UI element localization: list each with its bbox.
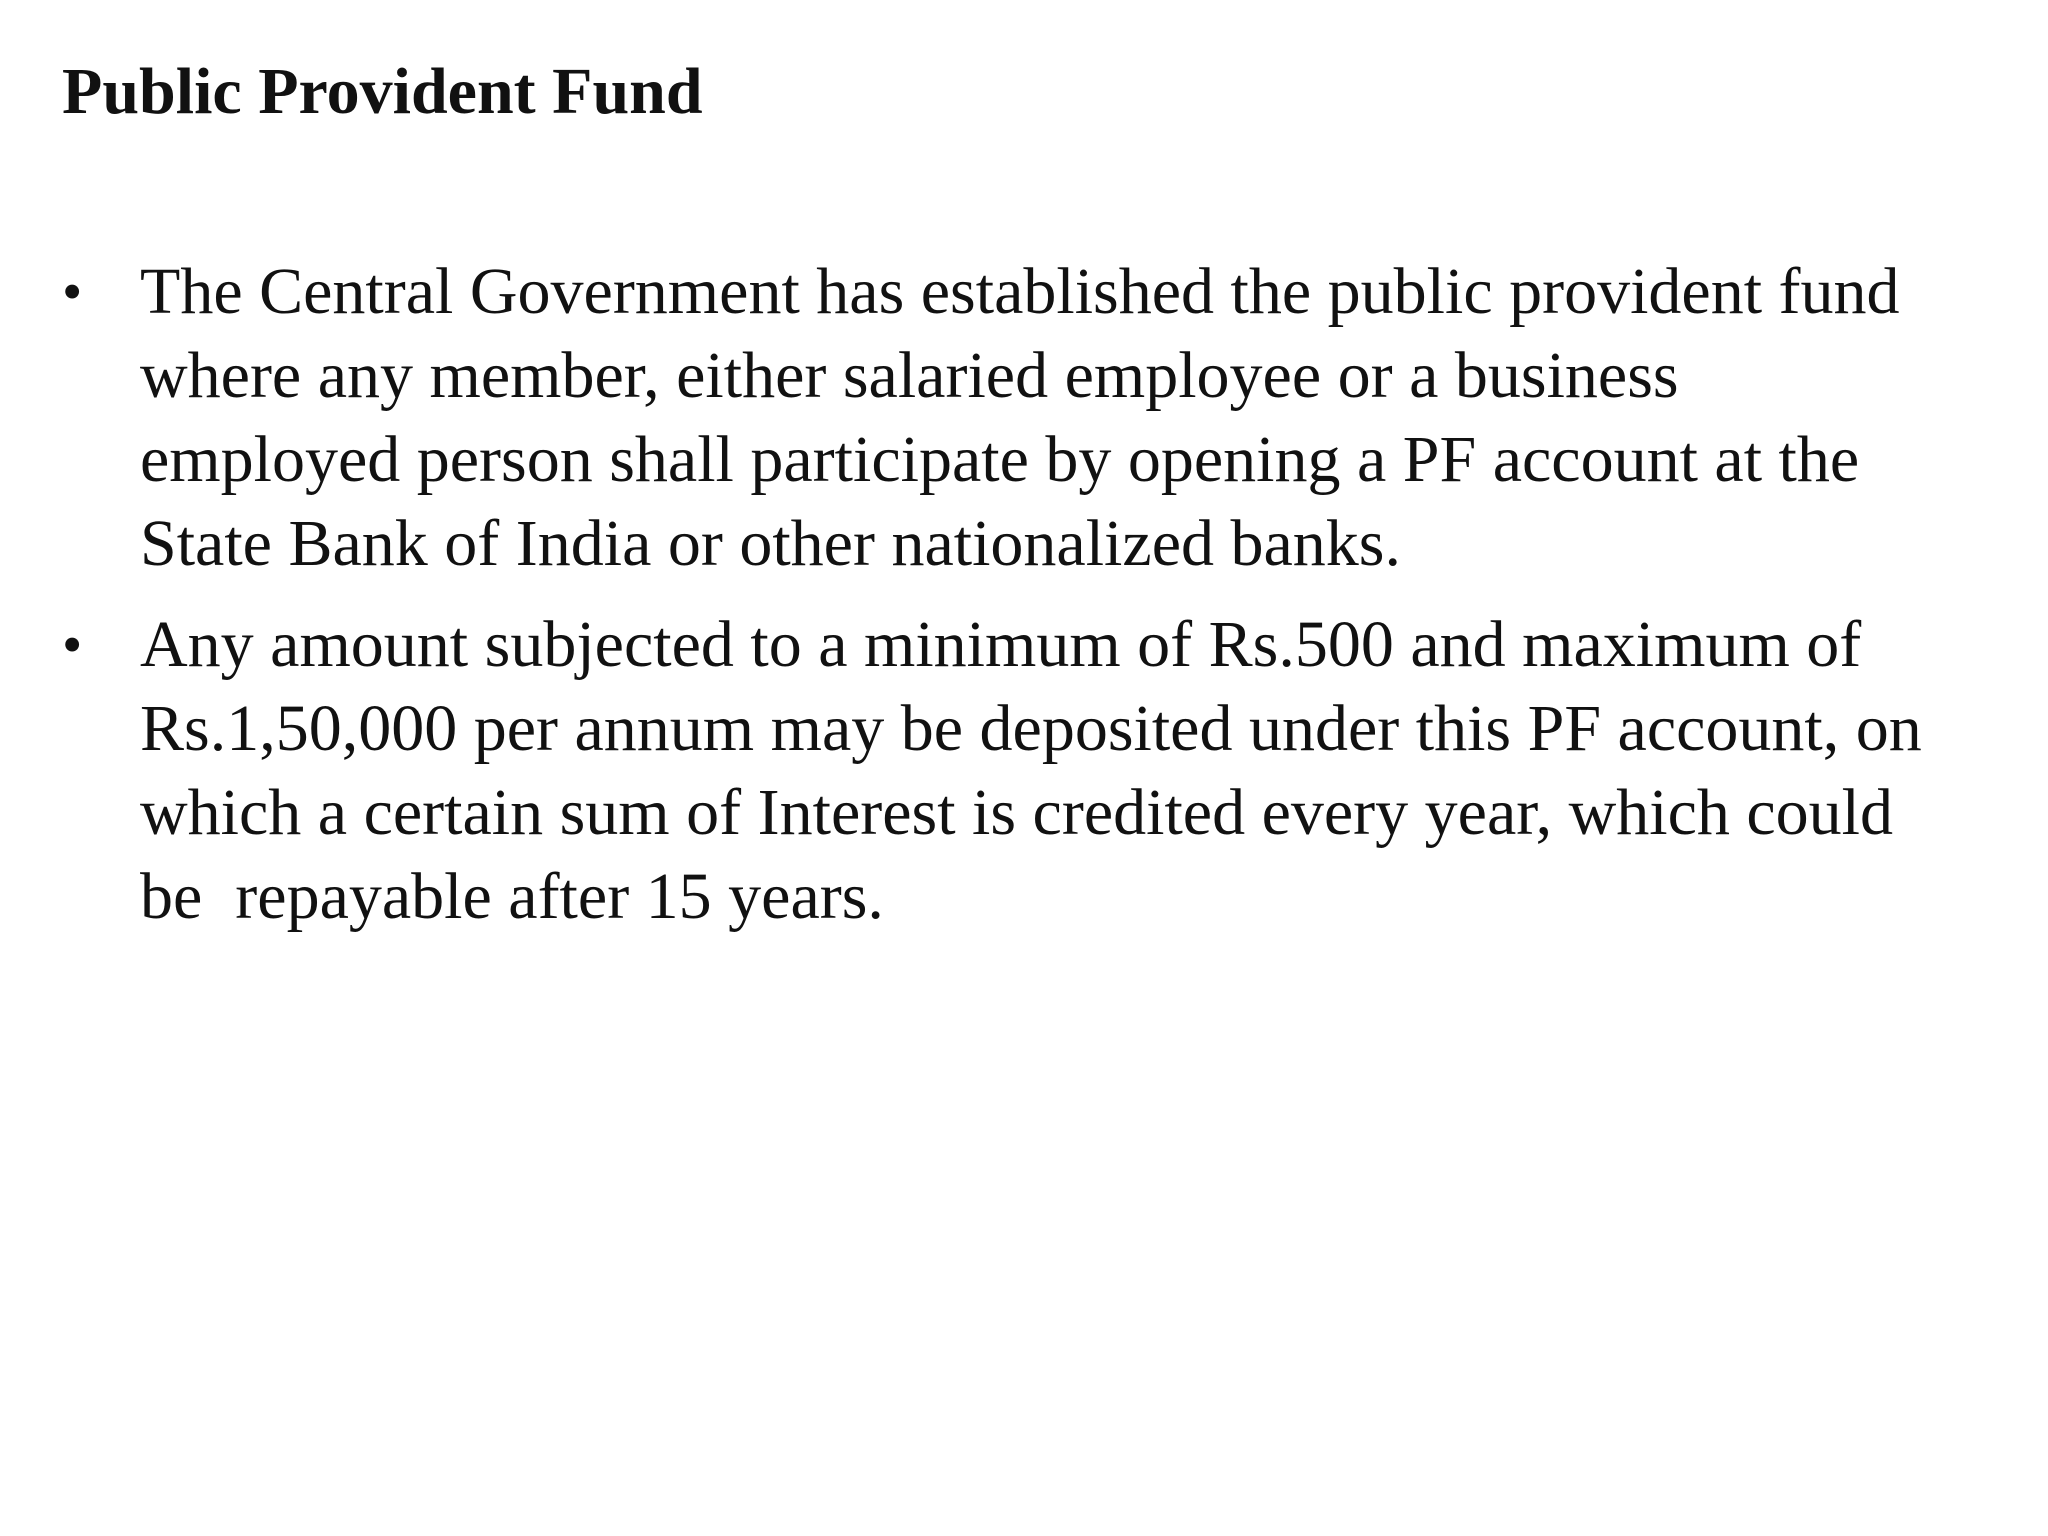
bullet-text-line: Rs.1,50,000 per annum may be deposited under this PF account, on xyxy=(140,692,1922,765)
bullet-list xyxy=(62,250,2022,956)
slide-title: Public Provident Fund xyxy=(62,55,703,128)
bullet-text-line: be repayable after 15 years. xyxy=(140,860,884,933)
bullet-text-line: The Central Government has established the public provident fund xyxy=(140,255,1900,328)
bullet-text-line: Any amount subjected to a minimum of Rs.500 and maximum of xyxy=(140,608,1862,681)
bullet-text-line: State Bank of India or other nationalized banks. xyxy=(140,507,1401,580)
bullet-item xyxy=(62,250,2022,586)
bullet-text-line: which a certain sum of Interest is credited every year, which could xyxy=(140,776,1893,849)
bullet-text-line: employed person shall participate by opening a PF account at the xyxy=(140,423,1860,496)
bullet-icon: • xyxy=(62,612,83,677)
bullet-text-line: where any member, either salaried employee or a business xyxy=(140,339,1679,412)
bullet-icon: • xyxy=(62,259,83,324)
bullet-item xyxy=(62,603,2022,939)
